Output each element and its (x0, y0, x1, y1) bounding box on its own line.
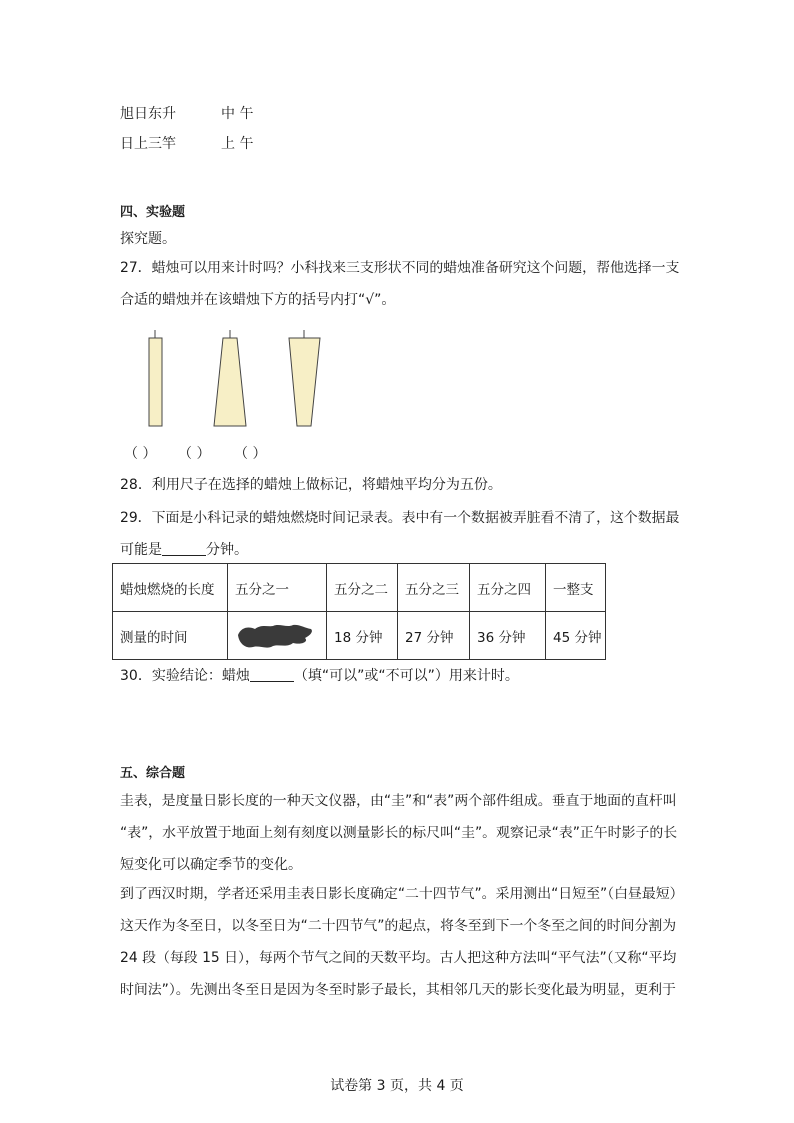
table-cell: 36 分钟 (470, 612, 546, 660)
section5-title: 五、综合题 (120, 766, 186, 781)
match-left-2: 日上三竿 (120, 136, 176, 152)
section4-subtitle: 探究题。 (120, 231, 176, 247)
section5-line-7: 时间法”）。先测出冬至日是因为冬至时影子最长，其相邻几天的影长变化最为明显，更利于 (120, 982, 676, 998)
section5-line-5: 这天作为冬至日，以冬至日为“二十四节气”的起点，将冬至到下一个冬至之间的时间分割为 (120, 918, 677, 934)
bracket-2[interactable]: （ ） (178, 446, 211, 462)
table-cell: 五分之一 (228, 564, 327, 612)
q27-line1: 27．蜡烛可以用来计时吗？小科找来三支形状不同的蜡烛准备研究这个问题，帮他选择一支 (120, 260, 680, 276)
q29-line1: 29．下面是小科记录的蜡烛燃烧时间记录表。表中有一个数据被弄脏看不清了，这个数据最 (120, 510, 680, 526)
section5-line-2: “表”，水平放置于地面上刻有刻度以测量影长的标尺叫“圭”。观察记录“表”正午时影子的长 (120, 825, 678, 841)
table-cell: 五分之二 (327, 564, 398, 612)
q30-start: 30．实验结论：蜡烛 (120, 668, 250, 684)
smudge-mark (235, 621, 315, 651)
q28: 28．利用尺子在选择的蜡烛上做标记，将蜡烛平均分为五份。 (120, 477, 502, 493)
q29-answer-blank[interactable] (162, 541, 206, 556)
table-cell: 18 分钟 (327, 612, 398, 660)
candle-straight (149, 330, 162, 426)
table-cell: 蜡烛燃烧的长度 (113, 564, 228, 612)
q29-line2-end: 分钟。 (206, 542, 248, 558)
table-row (113, 564, 606, 612)
page-footer: 试卷第 3 页，共 4 页 (330, 1078, 464, 1094)
table-row (113, 612, 606, 660)
table-cell: 五分之三 (398, 564, 470, 612)
candle-record-table (112, 563, 606, 660)
bracket-1[interactable]: （ ） (124, 446, 157, 462)
q30-answer-blank[interactable] (250, 667, 294, 682)
candle-wide-bottom (214, 330, 246, 426)
section5-line-4: 到了西汉时期，学者还采用圭表日影长度确定“二十四节气”。采用测出“日短至”（白昼最短） (120, 886, 684, 902)
section5-line-6: 24 段（每段 15 日），每两个节气之间的天数平均。古人把这种方法叫“平气法”（又称“平均 (120, 950, 677, 966)
table-cell: 27 分钟 (398, 612, 470, 660)
q29-line2-start: 可能是 (120, 542, 162, 558)
match-right-1: 中 午 (221, 106, 254, 122)
q30-end: （填“可以”或“不可以”）用来计时。 (293, 668, 519, 684)
q29-line2 (120, 540, 248, 560)
match-left-1: 旭日东升 (120, 106, 176, 122)
q27-line2: 合适的蜡烛并在该蜡烛下方的括号内打“√”。 (120, 292, 396, 308)
candles-figure (140, 328, 330, 428)
table-cell: 测量的时间 (113, 612, 228, 660)
table-cell-smudged (228, 612, 327, 660)
section4-title: 四、实验题 (120, 205, 186, 220)
section5-line-1: 圭表，是度量日影长度的一种天文仪器，由“圭”和“表”两个部件组成。垂直于地面的直杆叫 (120, 793, 677, 809)
section5-line-3: 短变化可以确定季节的变化。 (120, 857, 302, 873)
match-right-2: 上 午 (221, 136, 254, 152)
table-cell: 一整支 (546, 564, 606, 612)
q30 (120, 666, 519, 686)
table-cell: 45 分钟 (546, 612, 606, 660)
candle-wide-top (289, 330, 320, 426)
bracket-3[interactable]: （ ） (234, 446, 267, 462)
table-cell: 五分之四 (470, 564, 546, 612)
